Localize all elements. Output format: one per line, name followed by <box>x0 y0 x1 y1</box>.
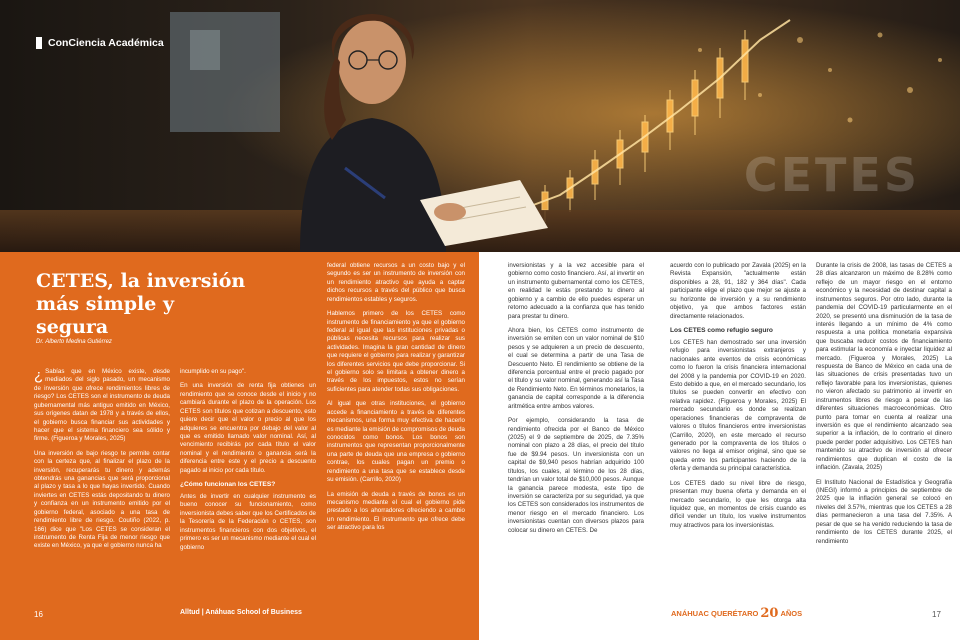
section-label <box>36 37 164 49</box>
paragraph: El Instituto Nacional de Estadística y Geografía (INEGI) informó a principios de septiembre de 2025 que la inflación general se colocó en niveles del 3.57%, mientras que los CETES a 28 días permanecieron a una tasa del 7.35%. A pesar de que se ha venido reduciendo la tasa de rendimiento de los CETES durante 2025, el rendimiento <box>816 478 952 545</box>
logo-years: 20 <box>760 606 779 621</box>
paragraph: federal obtiene recursos a un costo bajo y el segundo es ser un instrumento de inversión con un rendimiento atractivo que ayuda a captar dichos recursos a través del público que busca rendimientos estables y seguros. <box>327 262 465 303</box>
paragraph: La emisión de deuda a través de bonos es un mecanismo mediante el cual el gobierno pide prestado a los ahorradores ofreciendo a cambio un rendimiento. El instrumento que ofrece debe ser atractivo para los <box>327 490 465 532</box>
column-4 <box>508 262 644 541</box>
paragraph: Los CETES han demostrado ser una inversión refugio para inversionistas extranjeros y nacionales ante eventos de crisis económicas como lo fueron la crisis financiera internacional del 2008 y la pandemia por COVID-19 en 2020. Esto debido a que, en el mercado secundario, los títulos se pueden convertir en efectivo con relativa rapidez. (Figueroa y Morales, 2025) El mercado secundario es donde se realizan operaciones financieras de compraventa de valores o títulos financieros entre inversionistas (Carrillo, 2020), en este mercado el recurso generado por la compraventa de los títulos o valores no llega al emisor original, sino que se queda entre los participantes haciendo de la oferta y demanda su principal característica. <box>670 338 806 473</box>
paragraph: Al igual que otras instituciones, el gobierno accede a financiamiento a través de diferentes mecanismos, una forma muy efectiva de hacerlo es mediante la emisión de compromisos de deuda conocidos como bonos. Los bonos son instrumentos que representan proporcionalmente una parte de deuda que una empresa o gobierno contrae, los cuales pagan un premio o rendimiento a una tasa que se establece desde su emisión. (Carrillo, 2020) <box>327 400 465 484</box>
publication-credit: Alltud | Anáhuac School of Business <box>180 609 302 616</box>
paragraph: inversionistas y a la vez accesible para el gobierno como costo financiero. Así, al invertir en un instrumento gubernamental como los CETES, en realidad le estás prestando tu dinero al gobierno y a cambio de ello puedes esperar un retorno adecuado a la confianza que has tenido para prestar tu dinero. <box>508 262 644 320</box>
paragraph: acuerdo con lo publicado por Zavala (2025) en la Revista Expansión, "actualmente están disponibles a 28, 91, 182 y 364 días". Cada participante elige el plazo que mejor se ajuste a su horizonte de inversión y a su rendimiento objetivo, ya que ambos factores están directamente relacionados. <box>670 262 806 320</box>
left-page-number: 16 <box>34 610 43 619</box>
right-page-number: 17 <box>932 610 941 619</box>
paragraph-text: Sabías que en México existe, desde mediados del siglo pasado, un mecanismo de inversión que ofrece rendimientos libres de riesgo? Los CETES son el instrumento de deuda gubernamental más antiguo emitido en México, sus orígenes datan de 1978 y a través de ellos, el gobierno busca financiar sus actividades y hacer que el sistema financiero sea sólido y firme. (Figueroa y Morales, 2025) <box>34 368 170 443</box>
paragraph: Ahora bien, los CETES como instrumento de inversión se emiten con un valor nominal de $10 pesos y se adquieren a un precio de descuento, el cual se determina a partir de una Tasa de Descuento Neto. El rendimiento se obtiene de la diferencia porcentual entre el precio pagado por el título y su valor nominal, generando así la Tasa de Rendimiento Neto. En términos monetarios, la ganancia de capital corresponde a la diferencia aritmética entre ambos valores. <box>508 326 644 410</box>
column-6 <box>816 262 952 552</box>
photo-watermark: CETES <box>743 148 920 202</box>
paragraph: Los CETES dado su nivel libre de riesgo, presentan muy buena oferta y demanda en el mercado secundario, lo que les otorga alta liquidez que, en momentos de crisis cuando es difícil vender un título, los vuelve instrumentos muy atractivos para los inversionistas. <box>670 479 806 529</box>
section-label-text: ConCiencia Académica <box>48 37 164 49</box>
paragraph: Hablemos primero de los CETES como instrumento de financiamiento ya que el gobierno federal al igual que las instituciones privadas o públicas necesita recursos para realizar sus actividades. Imagina la gran cantidad de dinero que requiere el gobierno para realizar y garantizar los diferentes servicios que debe proporcionar. Si el gobierno solo se limitara a obtener dinero a través de los impuestos, estos no serían suficientes para atender todas sus obligaciones. <box>327 310 465 393</box>
paragraph: Durante la crisis de 2008, las tasas de CETES a 28 días alcanzaron un máximo de 8.28% como reflejo de un mayor riesgo en el entorno económico y la necesidad de destinar capital a instrumentos seguros. Por otro lado, durante la pandemia del COVID-19 particularmente en el 2020, se presentó una disminución de la tasa de interés llegando a un mínimo de 4% como respuesta a una política monetaria expansiva que buscaba reducir costos de financiamiento para estimular la economía e inyectar liquidez al mercado. (Figueroa y Morales, 2025) La respuesta de Banco de México en cada una de las situaciones de crisis presentadas tuvo un reflejo favorable para los inversionistas, quienes no vieron afectado su patrimonio al invertir en instrumentos libres de riesgo a pesar de las diferentes situaciones macroeconómicas. Otro punto para tomar en cuenta al realizar una inversión es que el rendimiento alcanzado sea superior a la inflación, de lo contrario el dinero puede perder poder adquisitivo. Los CETES han mantenido su atractivo de inversión al ofrecer rendimientos que duplican el costo de la inflación. (Zavala, 2025) <box>816 262 952 472</box>
column-5 <box>670 262 806 536</box>
logo-text: ANÁHUAC QUERÉTARO <box>671 609 759 618</box>
article-title: CETES, la inversión más simple y segura <box>36 270 246 339</box>
anahuac-logo <box>671 606 802 621</box>
drop-cap: ¿ <box>34 367 44 384</box>
section-marker <box>36 37 42 49</box>
column-3 <box>327 262 465 539</box>
column-1 <box>34 368 170 557</box>
column-2 <box>180 368 316 558</box>
logo-suffix: AÑOS <box>780 609 803 618</box>
subheading: Los CETES como refugio seguro <box>670 326 773 334</box>
paragraph <box>34 368 170 444</box>
paragraph: Por ejemplo, considerando la tasa de rendimiento ofrecida por el Banco de México (2025) el 9 de septiembre de 2025, de 7.35% nominal con plazo a 28 días, el precio del título fue de $9.94 pesos. Un inversionista con un capital de $9,940 pesos habrían adquirido 100 títulos, los cuales, al término de los 28 días, tendrían un valor total de $10,000 pesos. Aunque la ganancia parece modesta, este tipo de inversión se caracteriza por su seguridad, ya que los CETES son considerados los instrumentos de menor riesgo en el mercado financiero. Los inversionistas cuentan con diversos plazos para colocar su dinero en CETES. De <box>508 417 644 534</box>
header-photo <box>0 0 960 252</box>
paragraph: En una inversión de renta fija obtienes un rendimiento que se conoce desde el inicio y no cambiará durante el plazo de la operación. Los CETES son títulos que cotizan a descuento, esto quiere decir que el valor o precio al que los adquieres se encuentra por debajo del valor al que es emitido llamado valor nominal. Así, al vencimiento recibirás por cada título el valor nominal y el rendimiento o ganancia será la diferencia entre este y el precio a descuento pagado al inicio por cada título. <box>180 382 316 474</box>
paragraph: Una inversión de bajo riesgo te permite contar con la certeza que, al finalizar el plazo de la inversión, recuperarás tu dinero y además obtendrás una ganancias que será proporcional al plazo y tasa a lo que hayas invertido. Cuando inviertes en CETES estás depositando tu dinero y confianza en un instrumento emitido por el gobierno federal, asociado a una tasa de rendimiento libre de riesgo. Coutiño (2022, p. 166) dice que "Los CETES se consideran el instrumento de Renta Fija de menor riesgo que existe en México, ya que el gobierno nunca ha <box>34 449 170 550</box>
subheading: ¿Cómo funcionan los CETES? <box>180 481 276 489</box>
paragraph: Antes de invertir en cualquier instrumento es bueno conocer su funcionamiento, como inversionista debes saber que los Certificados de la Tesorería de la Federación o CETES, son instrumentos financieros con dos objetivos, el primero es ser un mecanismo mediante el cual el gobierno <box>180 493 316 551</box>
article-author: Dr. Alberto Medina Gutiérrez <box>36 339 112 345</box>
paragraph: incumplido en su pago". <box>180 368 246 375</box>
